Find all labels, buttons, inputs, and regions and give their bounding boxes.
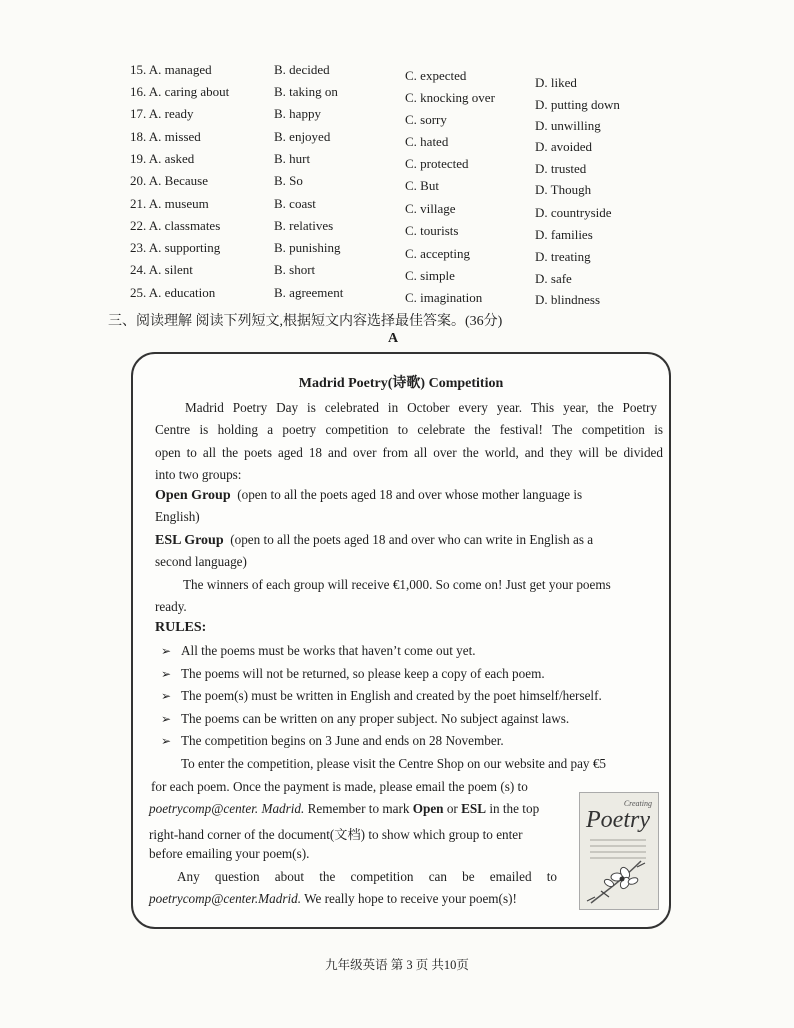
- option-a: 23. A. supporting: [130, 240, 221, 255]
- option-a: 17. A. ready: [130, 106, 194, 121]
- rule-text: The poems can be written on any proper subject. No subject against laws.: [181, 711, 570, 726]
- intro-line: open to all the poets aged 18 and over from all over the world, and they will be divided: [155, 445, 663, 460]
- option-b: B. relatives: [274, 218, 334, 233]
- option-b: B. agreement: [274, 285, 344, 300]
- esl-mark: ESL: [461, 801, 487, 816]
- option-a: 25. A. education: [130, 285, 216, 300]
- enter-line: for each poem. Once the payment is made, please email the poem (s) to: [151, 779, 528, 794]
- email-address: poetrycomp@center.Madrid.: [149, 891, 302, 906]
- option-a: 18. A. missed: [130, 129, 201, 144]
- option-a: 15. A. managed: [130, 62, 212, 77]
- option-b: B. coast: [274, 196, 316, 211]
- winners-line: The winners of each group will receive €1,000. So come on! Just get your poems: [183, 577, 611, 592]
- intro-line: Centre is holding a poetry competition to celebrate the festival! The competition is: [155, 422, 663, 437]
- arrow-bullet-icon: ➢: [161, 712, 172, 726]
- enter-line: [149, 801, 539, 817]
- option-row: [0, 129, 794, 154]
- option-b: B. happy: [274, 106, 321, 121]
- rule-item: [161, 688, 602, 704]
- rule-text: All the poems must be works that haven’t come out yet.: [181, 643, 476, 658]
- part-letter: A: [388, 331, 399, 346]
- open-mark: Open: [412, 801, 444, 816]
- option-c: C. tourists: [405, 223, 459, 238]
- option-c: C. simple: [405, 268, 455, 283]
- option-d: D. trusted: [535, 161, 587, 176]
- open-group-desc: (open to all the poets aged 18 and over whose mother language is: [237, 487, 583, 502]
- section-heading: 三、阅读理解 阅读下列短文,根据短文内容选择最佳答案。(36分): [108, 314, 503, 329]
- option-d: D. blindness: [535, 292, 600, 307]
- option-b: B. taking on: [274, 84, 338, 99]
- option-row: [0, 84, 794, 112]
- option-d: D. putting down: [535, 97, 620, 112]
- option-row: [0, 106, 794, 133]
- option-b: B. So: [274, 173, 303, 188]
- option-row: [0, 196, 794, 218]
- esl-group-desc-2: second language): [155, 554, 247, 569]
- option-c: C. sorry: [405, 112, 447, 127]
- option-d: D. unwilling: [535, 118, 601, 133]
- rule-item: [161, 666, 545, 682]
- option-b: B. decided: [274, 62, 330, 77]
- option-b: B. hurt: [274, 151, 311, 166]
- option-row: [0, 240, 794, 262]
- option-row: [0, 151, 794, 176]
- option-b: B. punishing: [274, 240, 341, 255]
- intro-line: Madrid Poetry Day is celebrated in October every year. This year, the Poetry: [185, 400, 657, 415]
- rules-heading: RULES:: [155, 620, 207, 635]
- enter-text: in the top: [486, 801, 540, 816]
- option-a: 24. A. silent: [130, 262, 193, 277]
- esl-group-desc: (open to all the poets aged 18 and over who can write in English as a: [230, 532, 594, 547]
- option-row: [0, 218, 794, 240]
- option-row: [0, 262, 794, 284]
- intro-line: into two groups:: [155, 467, 242, 482]
- enter-line: before emailing your poem(s).: [149, 846, 310, 861]
- enter-text: Remember to mark: [304, 801, 413, 816]
- passage-box: [131, 352, 671, 929]
- option-c: C. imagination: [405, 290, 483, 305]
- option-a: 22. A. classmates: [130, 218, 221, 233]
- option-d: D. liked: [535, 75, 577, 90]
- book-title: Poetry: [586, 807, 650, 833]
- rule-item: [161, 643, 476, 659]
- option-row: [0, 285, 794, 307]
- rule-text: The poems will not be returned, so please keep a copy of each poem.: [181, 666, 545, 681]
- enter-line: right-hand corner of the document(文档) to show which group to enter: [149, 827, 523, 842]
- arrow-bullet-icon: ➢: [161, 734, 172, 748]
- option-d: D. countryside: [535, 205, 612, 220]
- option-d: D. safe: [535, 271, 572, 286]
- poetry-book-image: [579, 792, 659, 910]
- arrow-bullet-icon: ➢: [161, 644, 172, 658]
- option-d: D. treating: [535, 249, 591, 264]
- option-row: [0, 62, 794, 90]
- option-a: 21. A. museum: [130, 196, 209, 211]
- option-c: C. knocking over: [405, 90, 495, 105]
- question-line: Any question about the competition can be emailed to: [177, 869, 557, 884]
- esl-group-label: ESL Group: [155, 533, 224, 548]
- option-row: [0, 173, 794, 195]
- option-c: C. expected: [405, 68, 467, 83]
- option-b: B. short: [274, 262, 316, 277]
- flower-icon: [581, 851, 659, 907]
- email-address: poetrycomp@center. Madrid.: [149, 801, 305, 816]
- question-text: We really hope to receive your poem(s)!: [301, 891, 517, 906]
- enter-text: or: [443, 801, 462, 816]
- option-c: C. accepting: [405, 246, 470, 261]
- esl-group-line: [155, 532, 593, 549]
- rule-text: The poem(s) must be written in English and created by the poet himself/herself.: [181, 688, 602, 703]
- arrow-bullet-icon: ➢: [161, 689, 172, 703]
- rule-text: The competition begins on 3 June and ends on 28 November.: [181, 733, 504, 748]
- option-d: D. families: [535, 227, 593, 242]
- rule-item: [161, 733, 504, 749]
- rule-item: [161, 711, 569, 727]
- option-a: 19. A. asked: [130, 151, 195, 166]
- arrow-bullet-icon: ➢: [161, 667, 172, 681]
- option-c: C. village: [405, 201, 456, 216]
- option-d: D. avoided: [535, 139, 593, 154]
- answer-options: [0, 0, 794, 320]
- open-group-label: Open Group: [155, 488, 231, 503]
- option-a: 20. A. Because: [130, 173, 208, 188]
- open-group-line: [155, 487, 582, 504]
- option-a: 16. A. caring about: [130, 84, 230, 99]
- page-footer: 九年级英语 第 3 页 共10页: [325, 958, 469, 972]
- option-c: C. protected: [405, 156, 469, 171]
- enter-line: To enter the competition, please visit the Centre Shop on our website and pay €5: [181, 756, 607, 771]
- option-b: B. enjoyed: [274, 129, 331, 144]
- passage-title: Madrid Poetry(诗歌) Competition: [298, 376, 504, 391]
- winners-line: ready.: [155, 599, 187, 614]
- open-group-desc-2: English): [155, 509, 200, 524]
- option-c: C. But: [405, 178, 439, 193]
- option-d: D. Though: [535, 182, 592, 197]
- book-subtitle: Creating: [623, 799, 652, 808]
- question-line: [149, 891, 517, 907]
- option-c: C. hated: [405, 134, 449, 149]
